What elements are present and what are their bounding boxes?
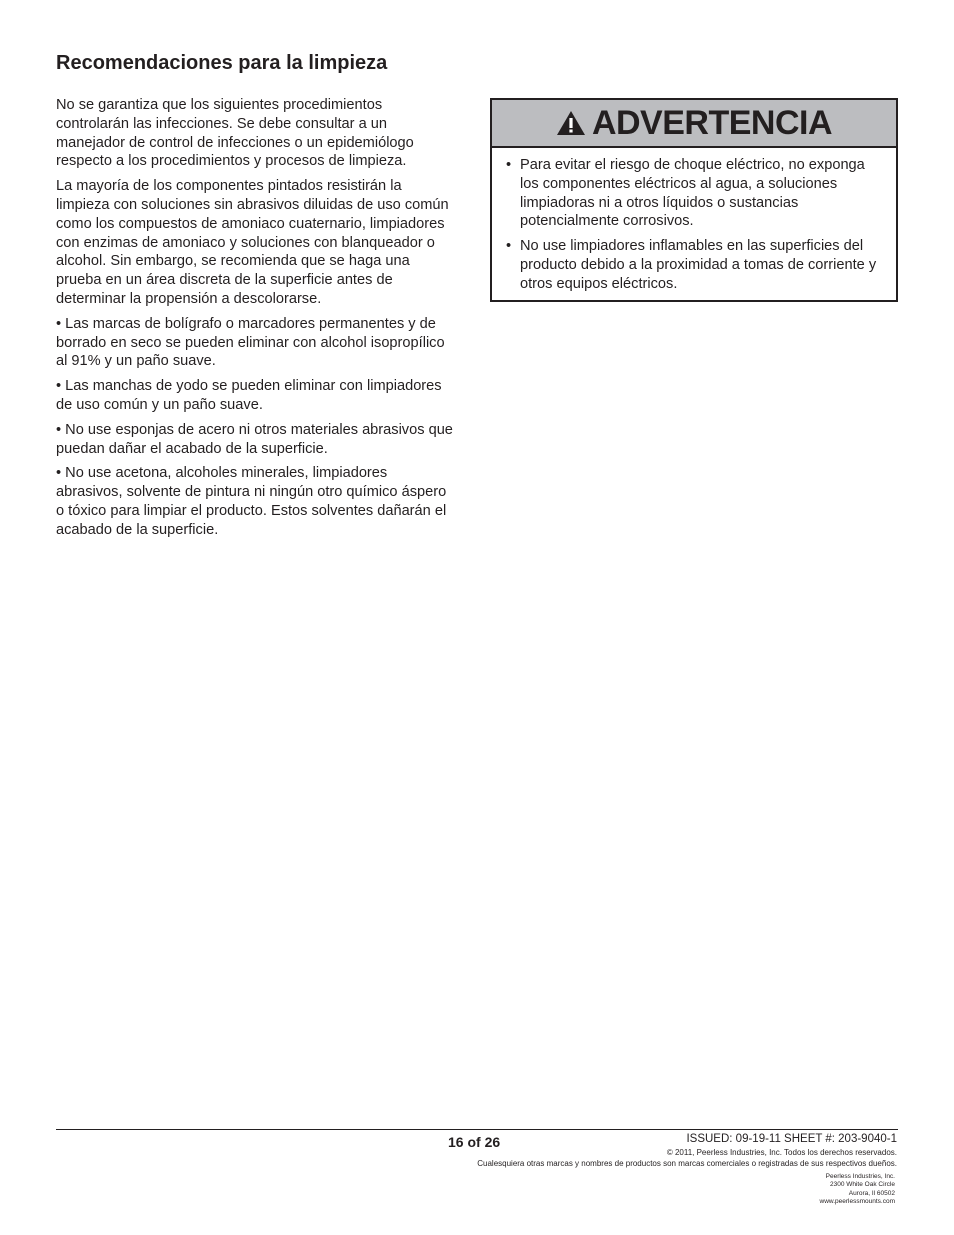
warning-item bbox=[506, 156, 884, 231]
website-link[interactable]: www.peerlessmounts.com bbox=[819, 1198, 895, 1206]
warning-item bbox=[506, 237, 884, 293]
page-number: 16 of 26 bbox=[448, 1134, 501, 1150]
bullet: • bbox=[506, 157, 512, 173]
warning-item-text: Para evitar el riesgo de choque eléctrico, no exponga los componentes eléctricos al agua, a soluciones limpiadoras ni a otros líquidos o sustancias potencialmente corrosivos. bbox=[520, 157, 865, 230]
trademark-notice: Cualesquiera otras marcas y nombres de productos son marcas comerciales o registradas de sus respectivos dueños. bbox=[477, 1159, 897, 1168]
painted-components-paragraph: La mayoría de los componentes pintados resistirán la limpieza con soluciones sin abrasivos diluidas de uso común como los compuestos de amoniaco cuaternario, limpiadores con enzimas de amoniaco y soluciones con blanqueador o alcohol. Sin embargo, se recomienda que se haga una prueba en un área discreta de la superficie antes de determinar la propensión a descolorarse. bbox=[56, 178, 449, 307]
warning-list bbox=[492, 148, 896, 294]
steel-wool-warning: • No use esponjas de acero ni otros materiales abrasivos que puedan dañar el acabado de la superficie. bbox=[56, 421, 453, 457]
pen-marks-tip: • Las marcas de bolígrafo o marcadores permanentes y de borrado en seco se pueden eliminar con alcohol isopropílico al 91% y un paño suave. bbox=[56, 315, 445, 370]
street-address: 2300 White Oak Circle bbox=[829, 1181, 895, 1189]
footer-divider bbox=[56, 1129, 898, 1130]
warning-item-text: No use limpiadores inflamables en las superficies del producto debido a la proximidad a tomas de corriente y otros equipos eléctricos. bbox=[520, 238, 877, 292]
city-address: Aurora, Il 60502 bbox=[848, 1189, 895, 1197]
iodine-stains-tip: • Las manchas de yodo se pueden eliminar con limpiadores de uso común y un paño suave. bbox=[56, 378, 442, 413]
page-title: Recomendaciones para la limpieza bbox=[56, 52, 388, 74]
company-address bbox=[820, 1173, 896, 1207]
issued-sheet-info: ISSUED: 09-19-11 SHEET #: 203-9040-1 bbox=[686, 1133, 897, 1145]
cleaning-text-column bbox=[56, 96, 456, 546]
warning-triangle-icon bbox=[556, 110, 586, 136]
bullet: • bbox=[506, 238, 512, 255]
warning-title: ADVERTENCIA bbox=[591, 103, 833, 142]
company-name: Peerless Industries, Inc. bbox=[825, 1173, 895, 1180]
solvents-warning: • No use acetona, alcoholes minerales, limpiadores abrasivos, solvente de pintura ni ningún otro químico áspero o tóxico para limpiar el producto. Estos solventes dañarán el acabado de la superficie. bbox=[56, 465, 447, 538]
intro-paragraph: No se garantiza que los siguientes procedimientos controlarán las infecciones. Se debe consultar a un manejador de control de infecciones o un epidemiólogo respecto a los procedimientos y procesos de limpieza. bbox=[56, 97, 414, 170]
warning-header bbox=[492, 100, 896, 148]
warning-box bbox=[490, 98, 898, 302]
copyright-notice: © 2011, Peerless Industries, Inc. Todos los derechos reservados. bbox=[666, 1148, 897, 1157]
